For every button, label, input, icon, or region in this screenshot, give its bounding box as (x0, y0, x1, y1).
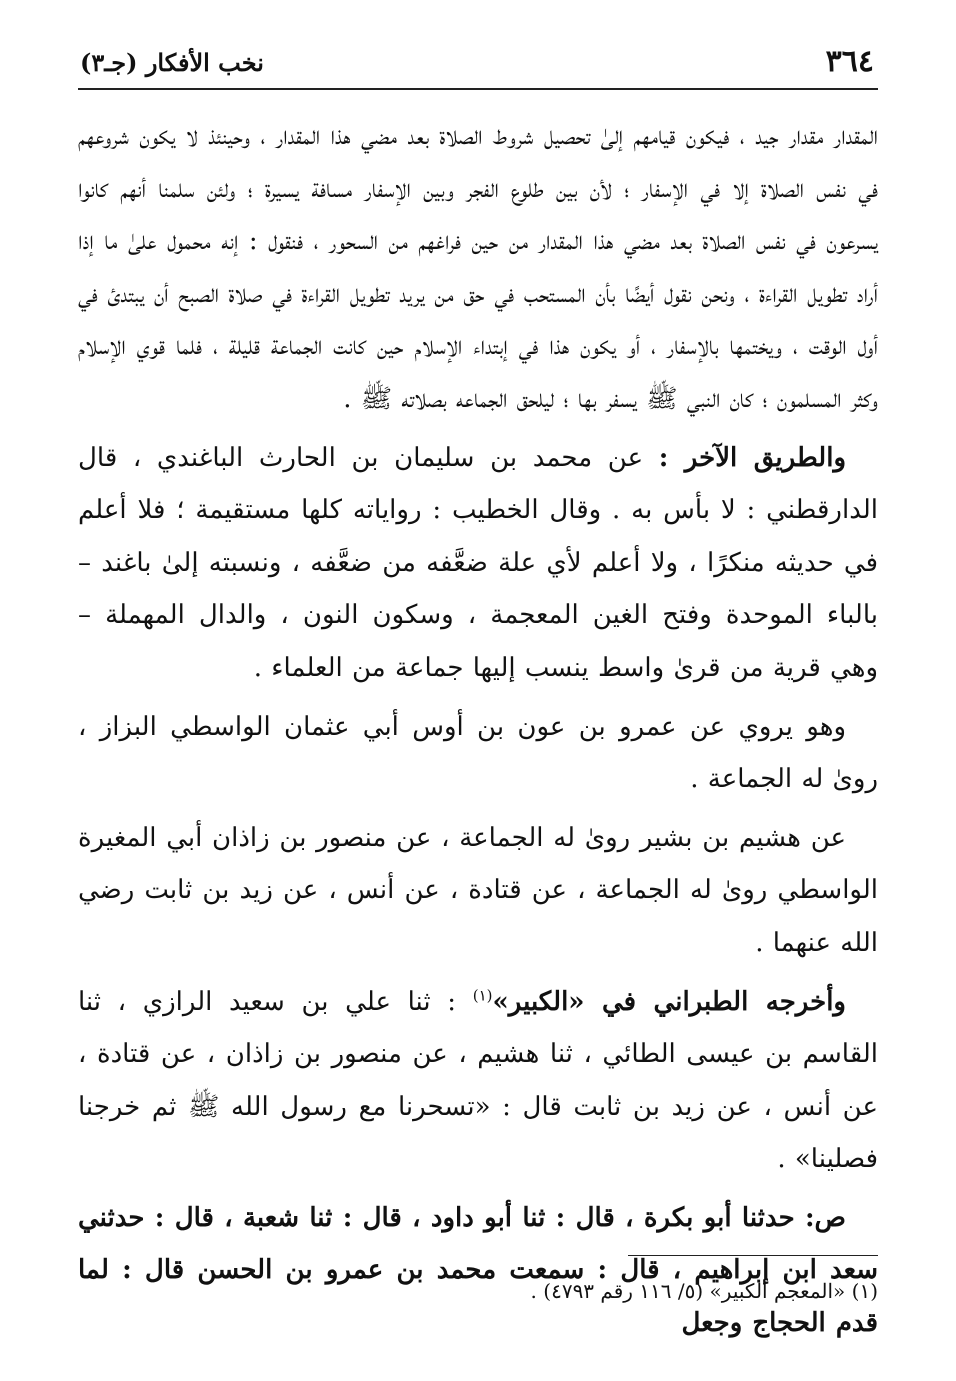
book-title: نخب الأفكار (جـ٣) (80, 48, 264, 77)
paragraph-other-route (78, 432, 878, 695)
paragraph-hadith-text (78, 1192, 878, 1350)
paragraph-chain (78, 812, 878, 970)
running-header (78, 38, 878, 90)
footnote-divider (628, 1255, 878, 1256)
paragraph-text: ص: حدثنا أبو بكرة ، قال : ثنا أبو داود ، قال : ثنا شعبة ، قال : حدثني سعد ابن إبراهيم ، قال : سمعت محمد بن عمرو بن الحسن قال : لما قدم الحجاج وجعل (78, 1202, 878, 1339)
footnote: (١) «المعجم الكبير» (٥/ ١١٦ رقم ٤٧٩٣) . (530, 1279, 878, 1303)
paragraph-text: المقدار مقدار جيد ، فيكون قيامهم إلىٰ تحصيل شروط الصلاة بعد مضي هذا المقدار ، وحينئذ لا يكون شروعهم في نفس الصلاة إلا في الإسفار ؛ لأن بين طلوع الفجر وبين الإسفار مسافة يسيرة ؛ ولئن سلمنا أنهم كانوا يسرعون في نفس الصلاة بعد مضي هذا المقدار من حين فراغهم من السحور ، فنقول : إنه محمول علىٰ ما إذا أراد تطويل القراءة ، ونحن نقول أيضًا بأن المستحب في حق من يريد تطويل القراءة في صلاة الصبح أن يبتدئ في أول الوقت ، ويختمها بالإسفار ، أو يكون هذا في إبتداء الإسلام حين كانت الجماعة قليلة ، فلما قوي الإسلام وكثر المسلمون ؛ كان النبي ﷺ يسفر بها ؛ ليلحق الجماعه بصلاته ﷺ . (78, 121, 879, 414)
paragraph-text: : ثنا علي بن سعيد الرازي ، ثنا القاسم بن عيسى الطائي ، ثنا هشيم ، عن منصور بن زاذان ، عن قتادة ، عن أنس ، عن زيد بن ثابت قال : «تسحرنا مع رسول الله ﷺ ثم خرجنا فصلينا» . (78, 986, 878, 1175)
paragraph-text: عن محمد بن سليمان بن الحارث الباغندي ، قال الدارقطني : لا بأس به . وقال الخطيب : رواياته كلها مستقيمة ؛ فلا أعلم في حديثه منكرًا ، ولا أعلم لأي علة ضعَّفه من ضعَّفه ، ونسبته إلىٰ باغند – بالباء الموحدة وفتح الغين المعجمة ، وسكون النون ، والدال المهملة – وهي قرية من قرىٰ واسط ينسب إليها جماعة من العلماء . (78, 442, 878, 683)
section-lead: والطريق الآخر : (658, 442, 847, 473)
body-text (78, 110, 878, 1350)
section-lead: وأخرجه الطبراني في «الكبير» (492, 986, 846, 1017)
paragraph-commentary (78, 110, 878, 426)
paragraph-text: وهو يروي عن عمرو بن عون بن أوس أبي عثمان الواسطي البزاز ، روىٰ له الجماعة . (78, 711, 878, 795)
book-page (78, 38, 878, 1338)
paragraph-text: عن هشيم بن بشير روىٰ له الجماعة ، عن منصور بن زاذان أبي المغيرة الواسطي روىٰ له الجماعة ، عن قتادة ، عن أنس ، عن زيد بن ثابت رضي الله عنهما . (78, 822, 878, 958)
paragraph-tabarani (78, 976, 878, 1186)
page-number: ٣٦٤ (825, 44, 874, 79)
paragraph-narrator (78, 701, 878, 806)
footnote-reference[interactable]: (١) (472, 985, 493, 1004)
